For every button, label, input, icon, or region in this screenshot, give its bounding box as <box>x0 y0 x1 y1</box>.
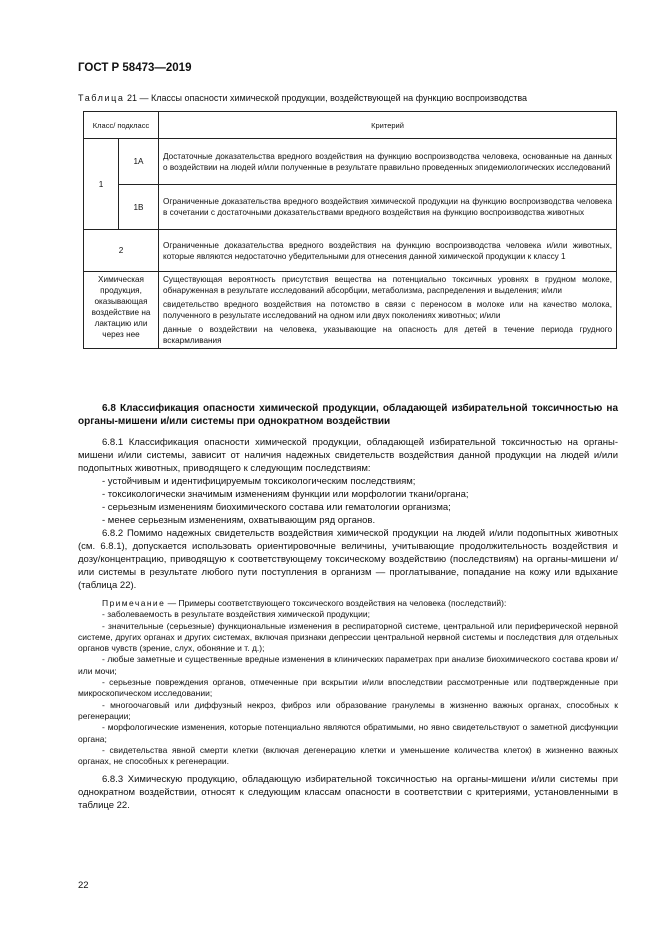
list-item: - менее серьезным изменениям, охватывающим ряд органов. <box>102 515 376 526</box>
table-caption-text: 21 — Классы опасности химической продукции, воздействующей на функцию воспроизводства <box>124 93 528 103</box>
cell-criterion-1b: Ограниченные доказательства вредного воздействия химической продукции на функцию воспроизводства человека в сочетании с достаточными доказательствами вредного воздействия на функцию воспроизводства животных <box>159 185 617 230</box>
list-item: - токсикологически значимым изменениям функции или морфологии ткани/органа; <box>102 489 469 500</box>
note-item: - серьезные повреждения органов, отмеченные при вскрытии и/или впоследствии рассмотренные или подтвержденные при микроскопическом исследовании; <box>78 677 618 699</box>
table-caption <box>78 93 527 103</box>
header-criterion: Критерий <box>159 112 617 139</box>
note-item: - морфологические изменения, которые потенциально являются обратимыми, но явно свидетельствуют о заметной дисфункции органа; <box>78 722 618 744</box>
lactation-criterion-1: Существующая вероятность присутствия вещества на потенциально токсичных уровнях в грудном молоке, обнаруженная в результате исследований абсорбции, метаболизма, распределения и выделения; и/или <box>163 275 613 295</box>
paragraph-6-8-2: 6.8.2 Помимо надежных свидетельств воздействия химической продукции на людей и/или подопытных животных (см. 6.8.1), допускается использовать ориентировочные величины, учитывающие продолжительность воздействия и дозу/концентрацию, приводящую к соответствующему токсическому воздействию (последствиям) на органы-мишени и/или системы в результате любого пути поступления в организм — проглатывание, попадание на кожу или вдыхание (таблица 22). <box>78 528 618 591</box>
cell-class-lactation: Химическая продукция, оказывающая воздействие на лактацию или через нее <box>84 272 159 349</box>
document-header: ГОСТ Р 58473—2019 <box>78 62 192 74</box>
note-block <box>78 598 618 767</box>
lactation-criterion-2: свидетельство вредного воздействия на потомство в связи с переносом в молоке или на качество молока, полученного в результате исследований на одном или двух поколениях животных; и/или <box>163 300 613 320</box>
note-intro: — Примеры соответствующего токсического воздействия на человека (последствий): <box>165 598 507 608</box>
list-item: - серьезным изменениям биохимического состава или гематологии организма; <box>102 502 451 513</box>
hazard-class-table <box>83 111 617 349</box>
cell-subclass-1a: 1А <box>119 139 159 185</box>
note-title <box>78 598 618 609</box>
cell-subclass-1b: 1В <box>119 185 159 230</box>
note-label: Примечание <box>102 598 166 608</box>
list-item: - устойчивым и идентифицируемым токсикологическим последствиям; <box>102 476 416 487</box>
table-caption-label: Таблица <box>78 93 125 103</box>
note-item: - заболеваемость в результате воздействия химической продукции; <box>102 609 370 620</box>
section-body <box>78 436 618 812</box>
note-item: - любые заметные и существенные вредные изменения в клинических параметрах при анализе биохимического состава крови и/или мочи; <box>78 654 618 676</box>
paragraph-6-8-1: 6.8.1 Классификация опасности химической продукции, обладающей избирательной токсичностью на органы-мишени и/или системы, зависит от наличия надежных свидетельств воздействия данной продукции на людей и/или подопытных животных, приводящего к следующим последствиям: <box>78 437 618 474</box>
cell-class-1: 1 <box>84 139 119 230</box>
paragraph-6-8-3: 6.8.3 Химическую продукцию, обладающую избирательной токсичностью на органы-мишени и/или системы при однократном воздействии, относят к следующим классам опасности в соответствии с критериями, установленными в таблице 22. <box>78 774 618 812</box>
cell-class-2: 2 <box>84 230 159 272</box>
section-heading: 6.8 Классификация опасности химической продукции, обладающей избирательной токсичностью на органы-мишени и/или системы при однократном воздействии <box>78 403 618 427</box>
cell-criterion-1a: Достаточные доказательства вредного воздействия на функцию воспроизводства человека, основанные на данных о воздействии на людей и/или полученные в результате правильно проведенных эпидемиологических исследований <box>159 139 617 185</box>
lactation-criterion-3: данные о воздействии на человека, указывающие на опасность для детей в течение периода грудного вскармливания <box>163 325 613 345</box>
page-number: 22 <box>78 880 89 891</box>
cell-criterion-2: Ограниченные доказательства вредного воздействия на функцию воспроизводства человека и/или животных, которые являются недостаточно убедительными для отнесения данной химической продукции к классу 1 <box>159 230 617 272</box>
header-class: Класс/ подкласс <box>84 112 159 139</box>
cell-criterion-lactation <box>159 272 617 349</box>
note-item: - значительные (серьезные) функциональные изменения в респираторной системе, центральной или периферической нервной системе, других органах и других системах, включая признаки депрессии центральной нервной системы и последствия для отдельных органов чувств (зрение, слух, обоняние и т. д.); <box>78 620 618 654</box>
note-item: - многоочаговый или диффузный некроз, фиброз или образование гранулемы в жизненно важных органах, способных к регенерации; <box>78 699 618 721</box>
note-item: - свидетельства явной смерти клетки (включая дегенерацию клетки и уменьшение количества клеток) в жизненно важных органах, не способных к регенерации. <box>78 744 618 767</box>
